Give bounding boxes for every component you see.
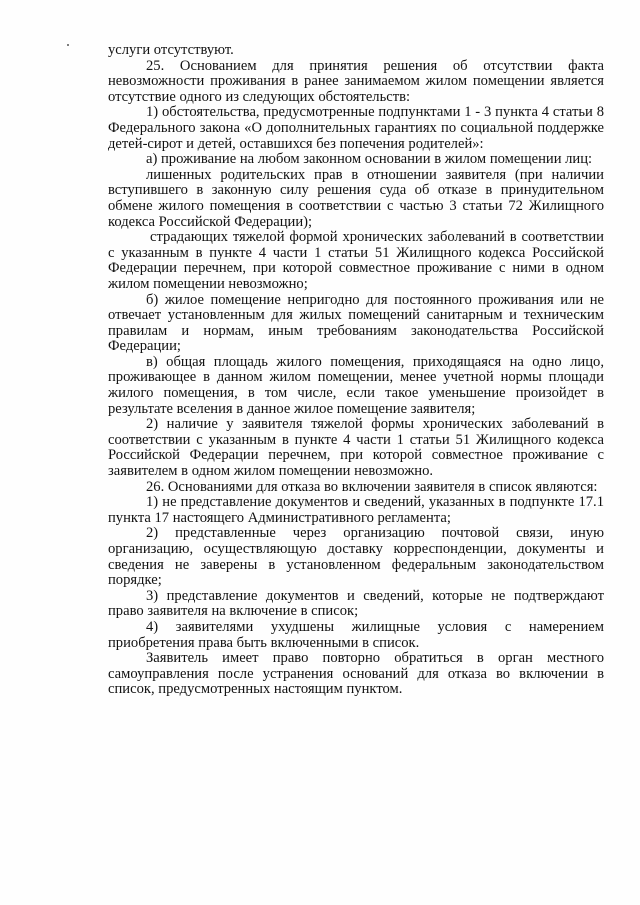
paragraph-26-closing: Заявитель имеет право повторно обратиться в орган местного самоуправления после устранения оснований для отказа во включении в список, предусмотренных настоящим пунктом.	[108, 650, 604, 698]
paragraph-25-sub-1a-disease: страдающих тяжелой формой хронических заболеваний в соответствии с указанным в пункте 4 части 1 статьи 51 Жилищного кодекса Российской Федерации перечнем, при которой совместное проживание с ними в одном жилом помещении невозможно;	[108, 229, 604, 292]
scan-speck	[67, 44, 69, 46]
paragraph-25-sub-1v: в) общая площадь жилого помещения, приходящаяся на одно лицо, проживающее в данном жилом помещении, менее учетной нормы площади жилого помещения, в том числе, если такое уменьшение произойдет в результате вселения в данное жилое помещение заявителя;	[108, 353, 604, 417]
paragraph-item-25: 25. Основанием для принятия решения об отсутствии факта невозможности проживания в ранее занимаемом жилом помещении является отсутствие одного из следующих обстоятельств:	[108, 57, 604, 105]
paragraph-26-sub-3: 3) представление документов и сведений, которые не подтверждают право заявителя на включение в список;	[108, 587, 604, 620]
paragraph-25-sub-1a: а) проживание на любом законном основании в жилом помещении лиц:	[146, 151, 593, 168]
paragraph-25-sub-1: 1) обстоятельства, предусмотренные подпунктами 1 - 3 пункта 4 статьи 8 Федерального закона «О дополнительных гарантиях по социальной поддержке детей-сирот и детей, оставшихся без попечения родителей»:	[108, 104, 604, 152]
paragraph-26-sub-4: 4) заявителями ухудшены жилищные условия с намерением приобретения права быть включенными в список.	[108, 618, 604, 651]
paragraph-26-sub-2: 2) представленные через организацию почтовой связи, иную организацию, осуществляющую доставку корреспонденции, документы и сведения не заверены в установленном федеральным законодательством порядке;	[108, 525, 604, 589]
paragraph-25-sub-2: 2) наличие у заявителя тяжелой формы хронических заболеваний в соответствии с указанным в пункте 4 части 1 статьи 51 Жилищного кодекса Российской Федерации перечнем, при которой совместное проживание с заявителем в одном жилом помещении невозможно.	[108, 416, 604, 480]
paragraph-continuation: услуги отсутствуют.	[108, 42, 234, 58]
paragraph-25-sub-1b: б) жилое помещение непригодно для постоянного проживания или не отвечает установленным для жилых помещений санитарным и техническим правилам и нормам, иным требованиям законодательства Российской Федерации;	[108, 291, 604, 355]
paragraph-item-26: 26. Основаниями для отказа во включении заявителя в список являются:	[146, 478, 598, 495]
paragraph-25-sub-1a-deprived: лишенных родительских прав в отношении заявителя (при наличии вступившего в законную силу решения суда об отказе в принудительном обмене жилого помещения в соответствии с частью 3 статьи 72 Жилищного кодекса Российской Федерации);	[108, 166, 604, 230]
paragraph-26-sub-1: 1) не представление документов и сведений, указанных в подпункте 17.1 пункта 17 настоящего Административного регламента;	[108, 494, 604, 526]
document-body	[108, 43, 604, 698]
